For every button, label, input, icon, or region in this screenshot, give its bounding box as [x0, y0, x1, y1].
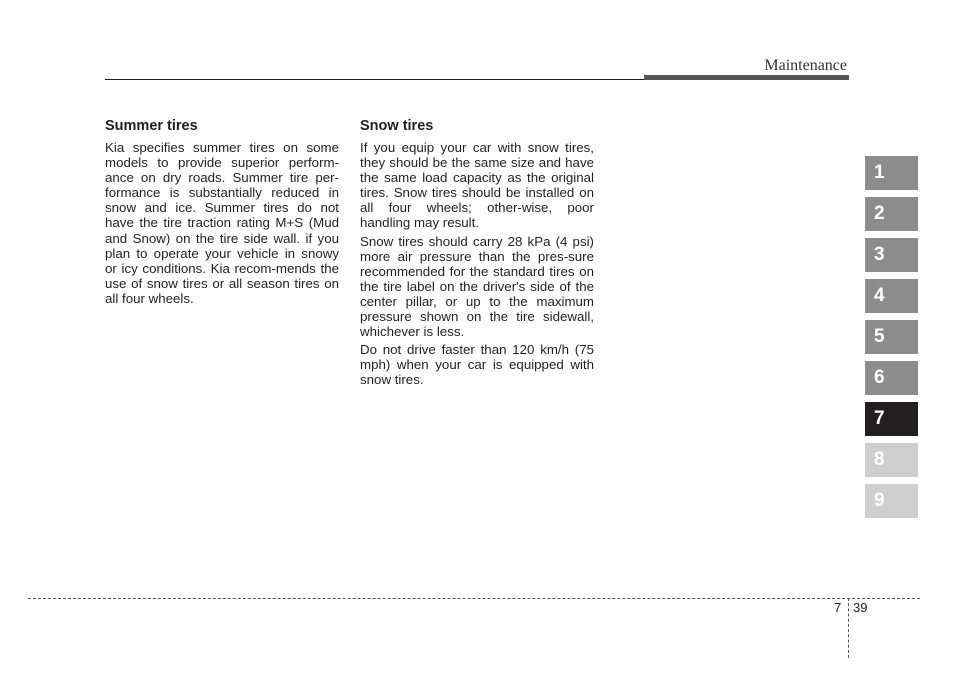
section-heading: Summer tires [105, 118, 198, 134]
section-paragraph: Kia specifies summer tires on some models to provide superior perform-ance on dry roads. Summer tire per-formance is substantially reduced in snow and ice. Summer tires do not have the tire traction rating M+S (Mud and Snow) on the tire side wall. if you plan to operate your vehicle in snowy or icy conditions. Kia recom-mends the use of snow tires or all season tires on all four wheels. [105, 140, 339, 306]
chapter-tab-9[interactable]: 9 [865, 484, 918, 518]
header-rule [105, 79, 645, 80]
snow-tires-section [360, 117, 594, 391]
footer-divider [28, 598, 920, 599]
section-paragraph: If you equip your car with snow tires, they should be the same size and have the same load capacity as the original tires. Snow tires should be installed on all four wheels; other-wise, poor handling may result. [360, 140, 594, 231]
chapter-tab-4[interactable]: 4 [865, 279, 918, 313]
header-bar [644, 75, 849, 80]
footer-chapter-number: 7 [834, 600, 842, 615]
chapter-tab-1[interactable]: 1 [865, 156, 918, 190]
page-header-title: Maintenance [764, 57, 847, 74]
footer-vertical-divider [848, 598, 849, 658]
section-paragraph: Do not drive faster than 120 km/h (75 mph) when your car is equipped with snow tires. [360, 342, 594, 388]
chapter-tab-2[interactable]: 2 [865, 197, 918, 231]
section-paragraph: Snow tires should carry 28 kPa (4 psi) more air pressure than the pres-sure recommended for the standard tires on the tire label on the driver's side of the center pillar, or up to the maximum pressure shown on the tire sidewall, whichever is less. [360, 233, 594, 340]
section-heading: Snow tires [360, 118, 434, 134]
chapter-tab-8[interactable]: 8 [865, 443, 918, 477]
summer-tires-section [105, 117, 339, 309]
chapter-tab-5[interactable]: 5 [865, 320, 918, 354]
chapter-tabs [865, 156, 918, 525]
chapter-tab-6[interactable]: 6 [865, 361, 918, 395]
footer-page-number: 39 [853, 600, 868, 615]
chapter-tab-7[interactable]: 7 [865, 402, 918, 436]
chapter-tab-3[interactable]: 3 [865, 238, 918, 272]
